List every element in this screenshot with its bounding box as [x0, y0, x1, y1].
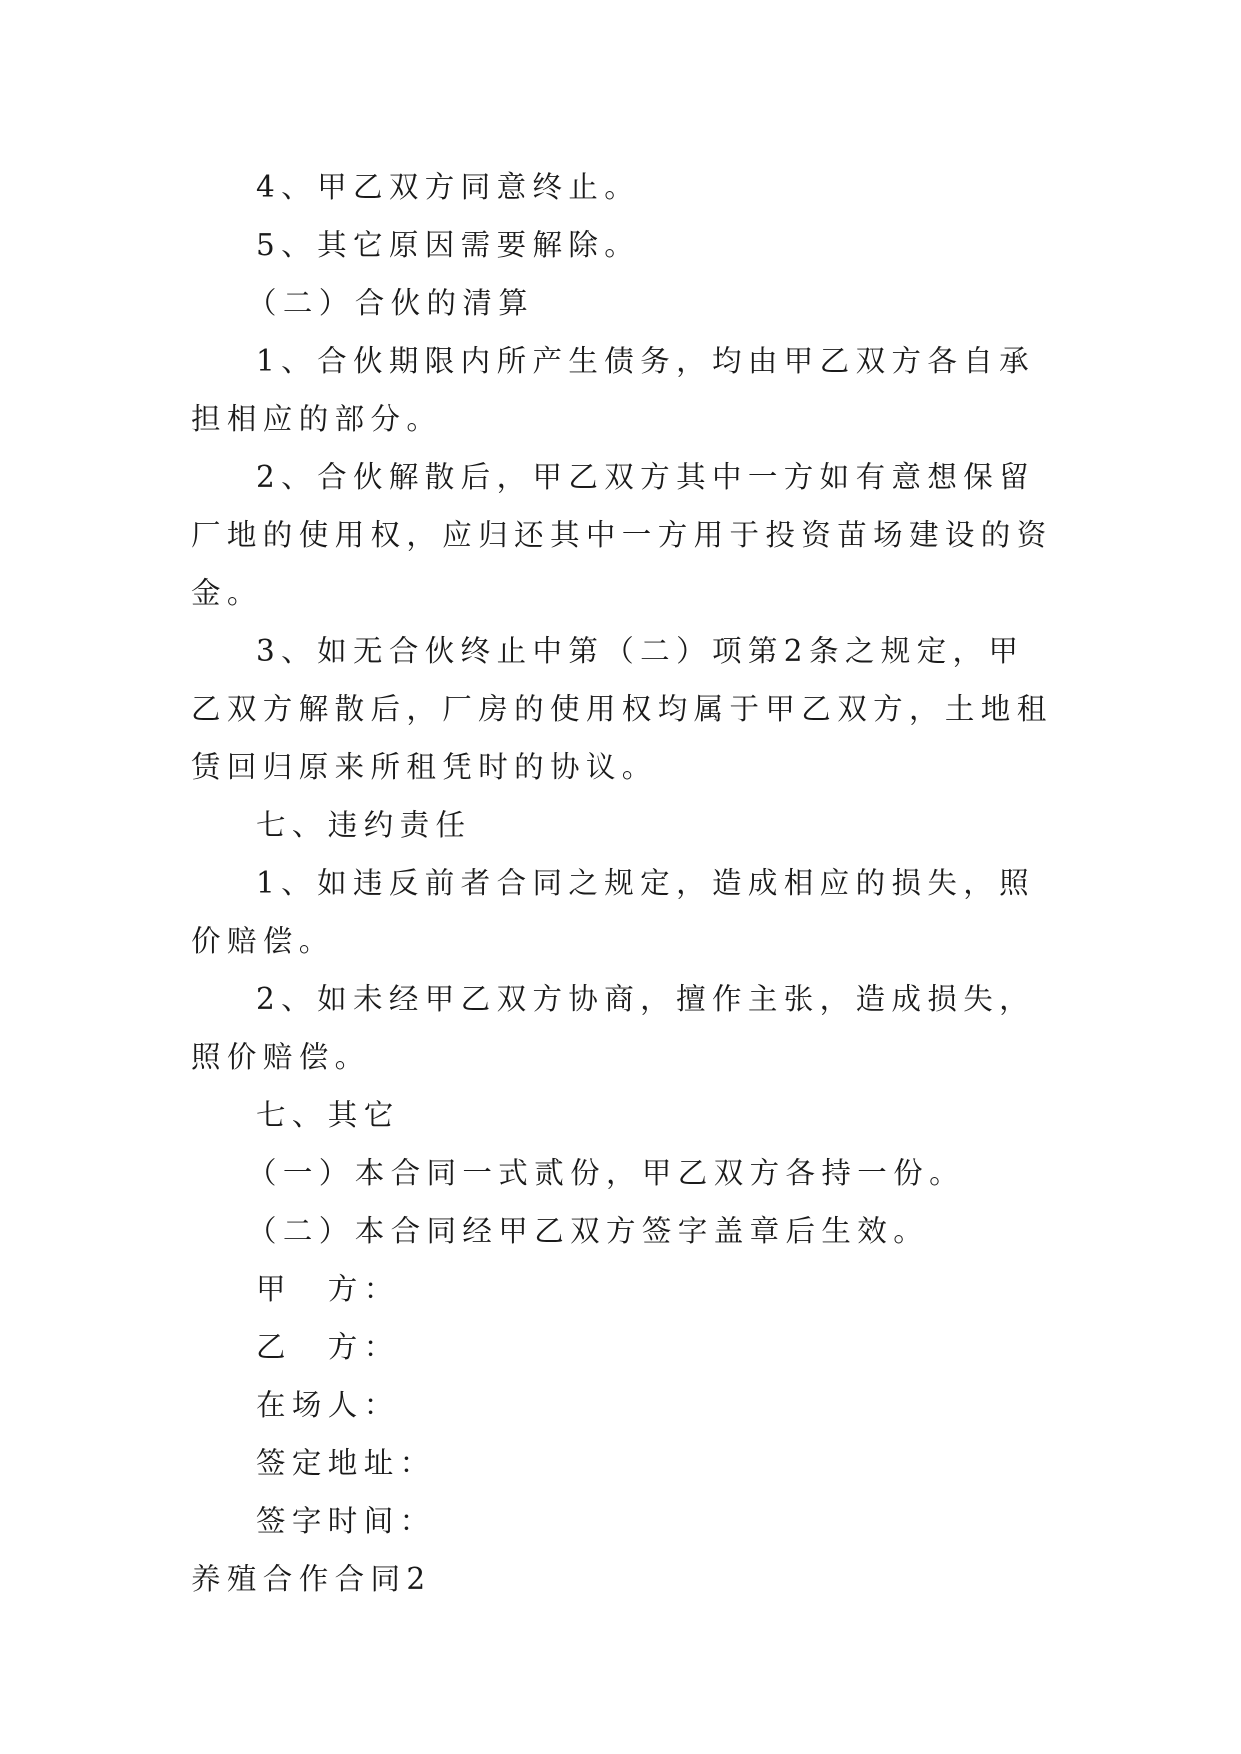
clause-other-2: （二）本合同经甲乙双方签字盖章后生效。	[247, 1214, 930, 1248]
signature-party-a: 甲 方：	[256, 1272, 400, 1306]
clause-liquidation-3: 3、如无合伙终止中第（二）项第2条之规定，甲乙双方解散后，厂房的使用权均属于甲乙双方，土地租赁回归原来所租凭时的协议。	[191, 634, 1053, 784]
signature-party-b: 乙 方：	[256, 1330, 400, 1364]
signature-witness: 在场人：	[256, 1388, 400, 1422]
clause-breach-2: 2、如未经甲乙双方协商，擅作主张，造成损失，照价赔偿。	[191, 982, 1036, 1074]
clause-other-1: （一）本合同一式贰份，甲乙双方各持一份。	[247, 1156, 966, 1190]
clause-liquidation-1: 1、合伙期限内所产生债务，均由甲乙双方各自承担相应的部分。	[191, 344, 1036, 436]
signature-time: 签字时间：	[256, 1504, 436, 1538]
signature-location: 签定地址：	[256, 1446, 436, 1480]
clause-breach-1: 1、如违反前者合同之规定，造成相应的损失，照价赔偿。	[191, 866, 1036, 958]
document-body	[191, 158, 1053, 1608]
section-heading-liquidation: （二）合伙的清算	[247, 286, 535, 320]
clause-termination-4: 4、甲乙双方同意终止。	[256, 170, 641, 204]
clause-termination-5: 5、其它原因需要解除。	[256, 228, 641, 262]
next-document-title: 养殖合作合同2	[191, 1562, 432, 1596]
section-heading-breach: 七、违约责任	[256, 808, 472, 842]
clause-liquidation-2: 2、合伙解散后，甲乙双方其中一方如有意想保留厂地的使用权，应归还其中一方用于投资苗场建设的资金。	[191, 460, 1053, 610]
section-heading-other: 七、其它	[256, 1098, 400, 1132]
